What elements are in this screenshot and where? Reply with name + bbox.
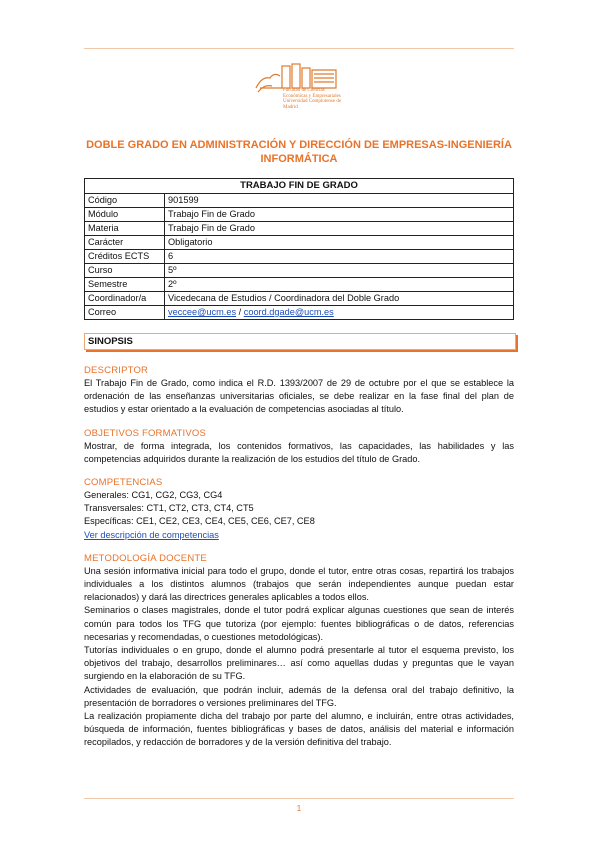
- metodologia-heading: METODOLOGÍA DOCENTE: [84, 552, 207, 564]
- metodologia-paragraph: Tutorías individuales o en grupo, donde el alumno podrá presentarle al tutor el esquema previsto, los objetivos del trabajo, desarrollos preliminares… así como aquellas dudas y preguntas que le vayan surgiendo en la elaboración de su TFG.: [84, 645, 514, 682]
- footer-rule: [84, 798, 514, 799]
- row-value: Trabajo Fin de Grado: [165, 222, 514, 236]
- metodologia-paragraph: Actividades de evaluación, que podrán incluir, además de la defensa oral del trabajo definitivo, la presentación de borradores o versiones preliminares del TFG.: [84, 684, 514, 708]
- metodologia-paragraph: La realización propiamente dicha del trabajo por parte del alumno, e incluirán, entre otras actividades, búsqueda de información, fuentes bibliográficas y bases de datos, análisis del material e información recopilados, y redacción de borradores y de la versión definitiva del trabajo.: [84, 711, 514, 748]
- row-key: Coordinador/a: [85, 292, 165, 306]
- row-key: Materia: [85, 222, 165, 236]
- email-link-veccee[interactable]: veccee@ucm.es: [168, 307, 237, 317]
- logo-line: Económicas y Empresariales: [283, 93, 341, 99]
- objetivos-text: Mostrar, de forma integrada, los contenidos formativos, las capacidades, las habilidades y las competencias adquiridos durante la realización de los estudios del título de Grado.: [84, 440, 514, 464]
- logo-text: [283, 88, 353, 110]
- row-value: 5º: [165, 264, 514, 278]
- row-key: Semestre: [85, 278, 165, 292]
- row-key: Módulo: [85, 208, 165, 222]
- competencias-transversales: Transversales: CT1, CT2, CT3, CT4, CT5: [84, 503, 254, 514]
- table-row: [85, 292, 514, 306]
- section-title-sinopsis: SINOPSIS: [84, 333, 516, 350]
- page-number: 1: [296, 804, 302, 813]
- competencias-especificas: Específicas: CE1, CE2, CE3, CE4, CE5, CE6, CE7, CE8: [84, 516, 315, 527]
- synopsis-content: [84, 364, 514, 750]
- row-value: Trabajo Fin de Grado: [165, 208, 514, 222]
- table-row: [85, 306, 514, 320]
- table-row: [85, 264, 514, 278]
- table-row: [85, 222, 514, 236]
- email-link-coordinator[interactable]: coord.dgade@ucm.es: [243, 307, 334, 317]
- document-title: DOBLE GRADO EN ADMINISTRACIÓN Y DIRECCIÓN DE EMPRESAS-INGENIERÍA INFORMÁTICA: [86, 139, 512, 165]
- logo-line: Universidad Complutense de Madrid: [283, 99, 342, 110]
- row-key: Código: [85, 194, 165, 208]
- email-separator: /: [236, 307, 244, 317]
- row-value: Obligatorio: [165, 236, 514, 250]
- competencias-generales: Generales: CG1, CG2, CG3, CG4: [84, 490, 223, 501]
- table-row: [85, 194, 514, 208]
- row-value: [165, 306, 514, 320]
- table-row: [85, 208, 514, 222]
- row-key: Carácter: [85, 236, 165, 250]
- row-value: 6: [165, 250, 514, 264]
- table-row: [85, 236, 514, 250]
- table-row: [85, 278, 514, 292]
- competencias-link[interactable]: Ver descripción de competencias: [84, 529, 219, 540]
- descriptor-text: El Trabajo Fin de Grado, como indica el R.D. 1393/2007 de 29 de octubre por el que se establece la ordenación de las enseñanzas universitarias oficiales, se debe realizar en la fase final del plan de estudios y estar orientado a la evaluación de competencias asociadas al título.: [84, 378, 514, 415]
- row-value: 2º: [165, 278, 514, 292]
- row-key: Curso: [85, 264, 165, 278]
- table-header: TRABAJO FIN DE GRADO: [85, 179, 514, 194]
- course-info-table: [84, 178, 514, 320]
- logo-line: Facultad de Ciencias: [283, 88, 325, 93]
- header-rule: [84, 48, 514, 49]
- row-value: Vicedecana de Estudios / Coordinadora del Doble Grado: [165, 292, 514, 306]
- objetivos-heading: OBJETIVOS FORMATIVOS: [84, 427, 207, 439]
- descriptor-heading: DESCRIPTOR: [84, 365, 149, 376]
- row-value: 901599: [165, 194, 514, 208]
- row-key: Créditos ECTS: [85, 250, 165, 264]
- table-row: [85, 250, 514, 264]
- metodologia-paragraph: Una sesión informativa inicial para todo el grupo, donde el tutor, entre otras cosas, repartirá los trabajos individuales a los distintos alumnos (trabajos que serán independientes aunque puedan estar relacionados) y dará las directrices generales aplicables a todos ellos.: [84, 565, 514, 603]
- row-key: Correo: [85, 306, 165, 320]
- competencias-heading: COMPETENCIAS: [84, 477, 163, 489]
- metodologia-paragraph: Seminarios o clases magistrales, donde el tutor podrá explicar algunas cuestiones que sean de interés común para todos los TFG que tutoriza (por ejemplo: fuentes bibliográficas o de datos, referencias necesarias y recomendadas, o cuestiones metodológicas).: [84, 605, 514, 642]
